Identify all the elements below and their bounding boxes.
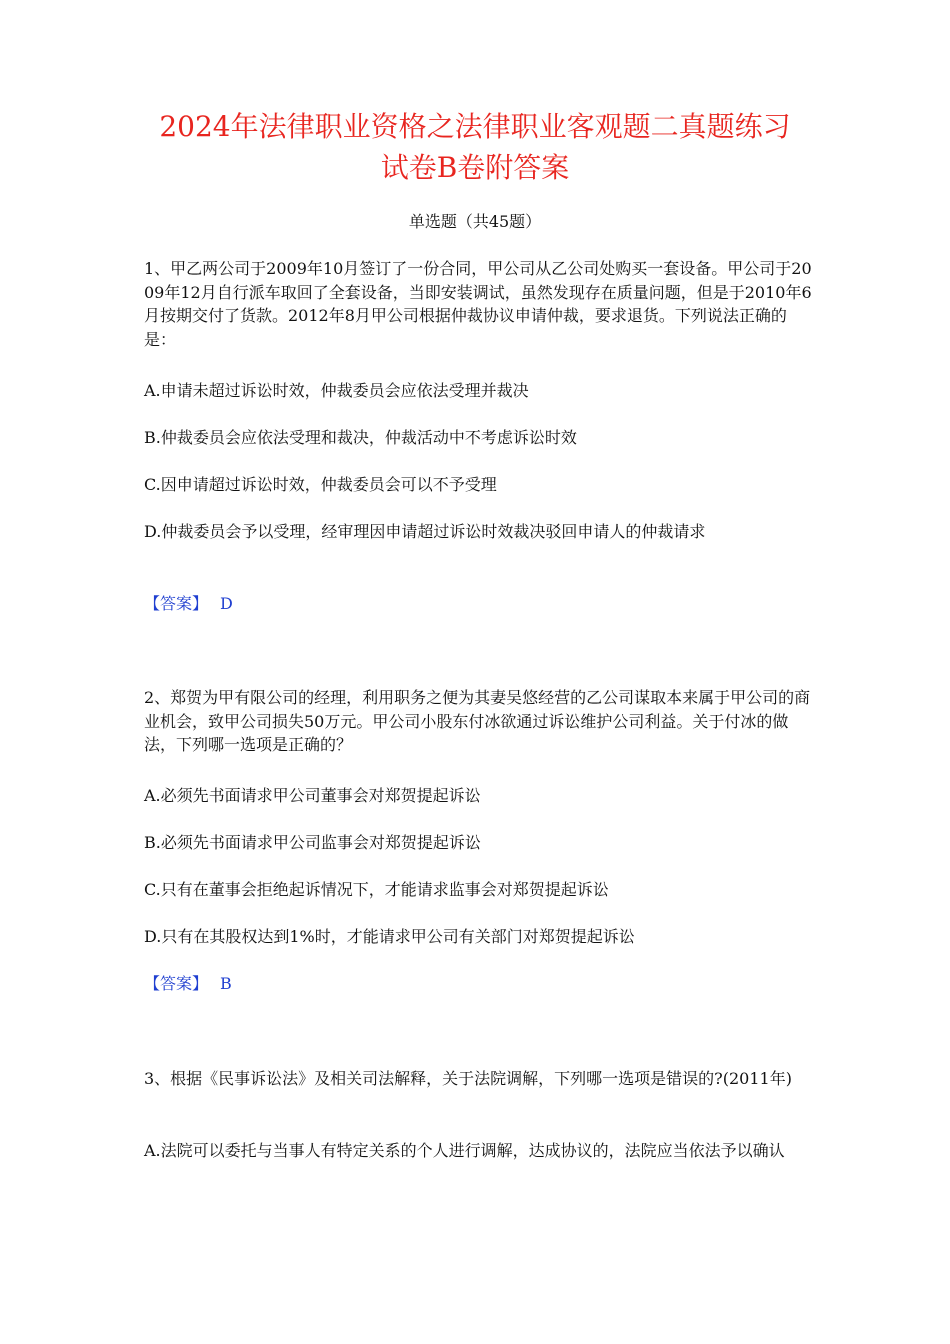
question-2-option-d: D.只有在其股权达到1%时，才能请求甲公司有关部门对郑贺提起诉讼: [144, 927, 635, 946]
document-title: [120, 106, 830, 188]
title-line-2: 试卷B卷附答案: [380, 151, 570, 184]
answer-label: 【答案】: [144, 974, 209, 993]
question-1-option-c: C.因申请超过诉讼时效，仲裁委员会可以不予受理: [144, 475, 497, 494]
question-3-stem: 3、根据《民事诉讼法》及相关司法解释，关于法院调解，下列哪一选项是错误的?(2011年): [144, 1069, 792, 1088]
question-1-stem: 1、甲乙两公司于2009年10月签订了一份合同，甲公司从乙公司处购买一套设备。甲公司于2009年12月自行派车取回了全套设备，当即安装调试，虽然发现存在质量问题，但是于2010年6月按期交付了货款。2012年8月甲公司根据仲裁协议申请仲裁，要求退货。下列说法正确的是：: [144, 259, 812, 349]
question-1-answer: [144, 592, 812, 616]
section-heading: 单选题（共45题）: [408, 212, 542, 231]
question-1-option-a: A.申请未超过诉讼时效，仲裁委员会应依法受理并裁决: [144, 381, 529, 400]
question-2-option-c: C.只有在董事会拒绝起诉情况下，才能请求监事会对郑贺提起诉讼: [144, 880, 609, 899]
question-1-option-b: B.仲裁委员会应依法受理和裁决，仲裁活动中不考虑诉讼时效: [144, 428, 577, 447]
question-1-option-d: D.仲裁委员会予以受理，经审理因申请超过诉讼时效裁决驳回申请人的仲裁请求: [144, 522, 706, 541]
answer-label: 【答案】: [144, 594, 209, 613]
question-3-option-a: A.法院可以委托与当事人有特定关系的个人进行调解，达成协议的，法院应当依法予以确认: [144, 1141, 785, 1160]
title-line-1: 2024年法律职业资格之法律职业客观题二真题练习: [159, 110, 791, 143]
answer-value: D: [220, 594, 233, 613]
answer-value: B: [220, 974, 232, 993]
question-2-option-b: B.必须先书面请求甲公司监事会对郑贺提起诉讼: [144, 833, 481, 852]
question-2-option-a: A.必须先书面请求甲公司董事会对郑贺提起诉讼: [144, 786, 481, 805]
question-2-answer: [144, 972, 812, 996]
question-2-stem: 2、郑贺为甲有限公司的经理，利用职务之便为其妻吴悠经营的乙公司谋取本来属于甲公司的商业机会，致甲公司损失50万元。甲公司小股东付冰欲通过诉讼维护公司利益。关于付冰的做法，下列哪一选项是正确的？: [144, 688, 811, 754]
